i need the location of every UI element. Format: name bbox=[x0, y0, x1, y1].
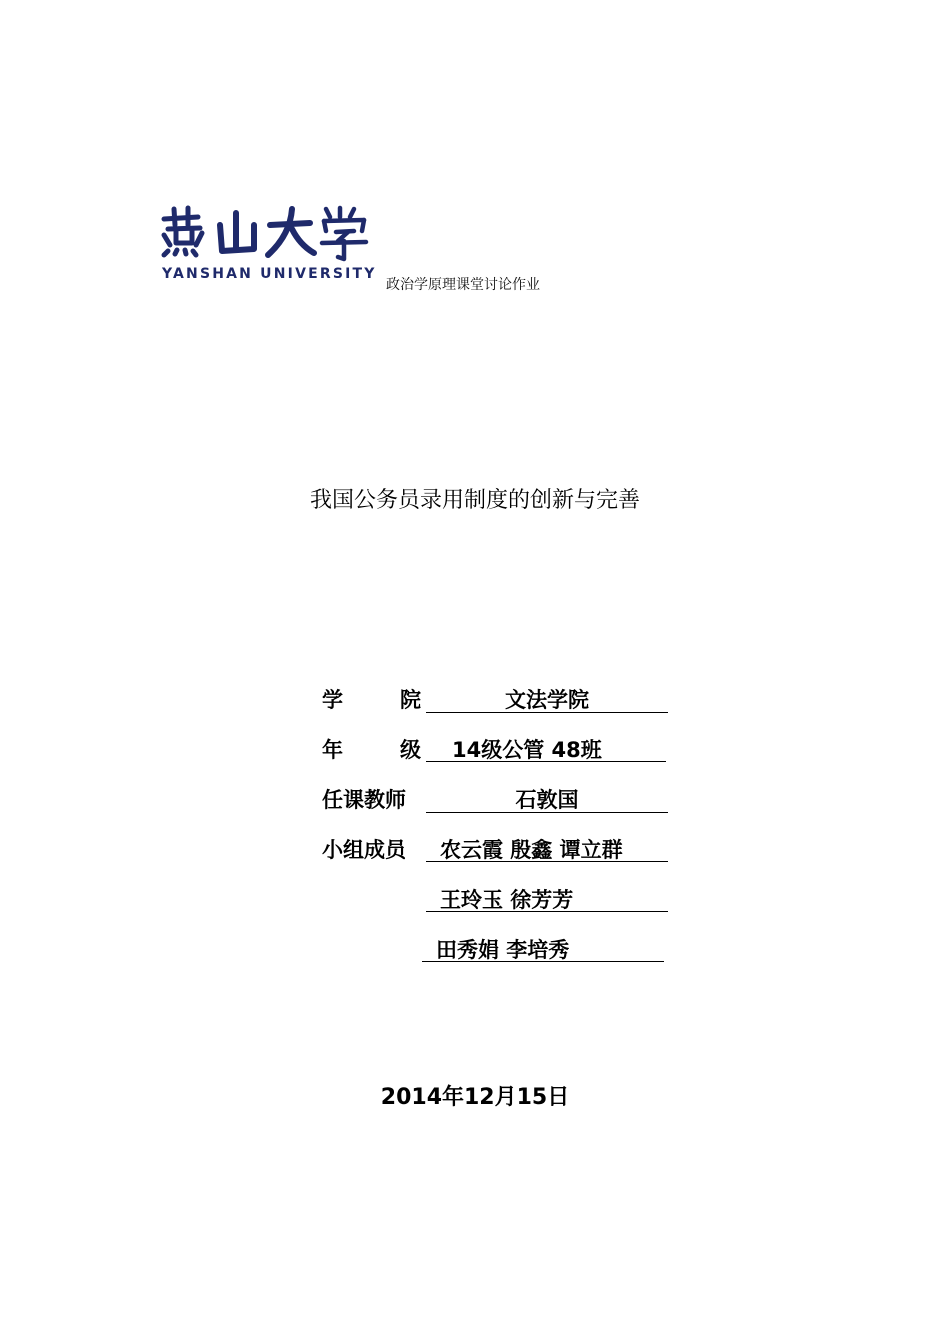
teacher-label: 任课教师 bbox=[322, 788, 406, 812]
document-date: 2014年12月15日 bbox=[380, 1085, 570, 1110]
grade-value: 14级公管 48班 bbox=[426, 734, 666, 762]
document-title: 我国公务员录用制度的创新与完善 bbox=[309, 488, 640, 513]
college-value: 文法学院 bbox=[426, 684, 668, 713]
members-label: 小组成员 bbox=[322, 838, 406, 862]
members-line-1: 农云霞 殷鑫 谭立群 bbox=[426, 834, 668, 862]
grade-label-part2: 级 bbox=[400, 738, 421, 762]
members-line-2: 王玲玉 徐芳芳 bbox=[426, 884, 668, 912]
teacher-value: 石敦国 bbox=[426, 784, 668, 813]
college-label-part1: 学 bbox=[322, 688, 343, 712]
grade-label-part1: 年 bbox=[322, 738, 343, 762]
logo-calligraphy bbox=[158, 205, 373, 265]
members-line-3: 田秀娟 李培秀 bbox=[422, 934, 664, 962]
logo-latin-text: YANSHAN UNIVERSITY bbox=[162, 266, 377, 282]
course-label: 政治学原理课堂讨论作业 bbox=[386, 277, 540, 293]
college-label-part2: 院 bbox=[400, 688, 421, 712]
